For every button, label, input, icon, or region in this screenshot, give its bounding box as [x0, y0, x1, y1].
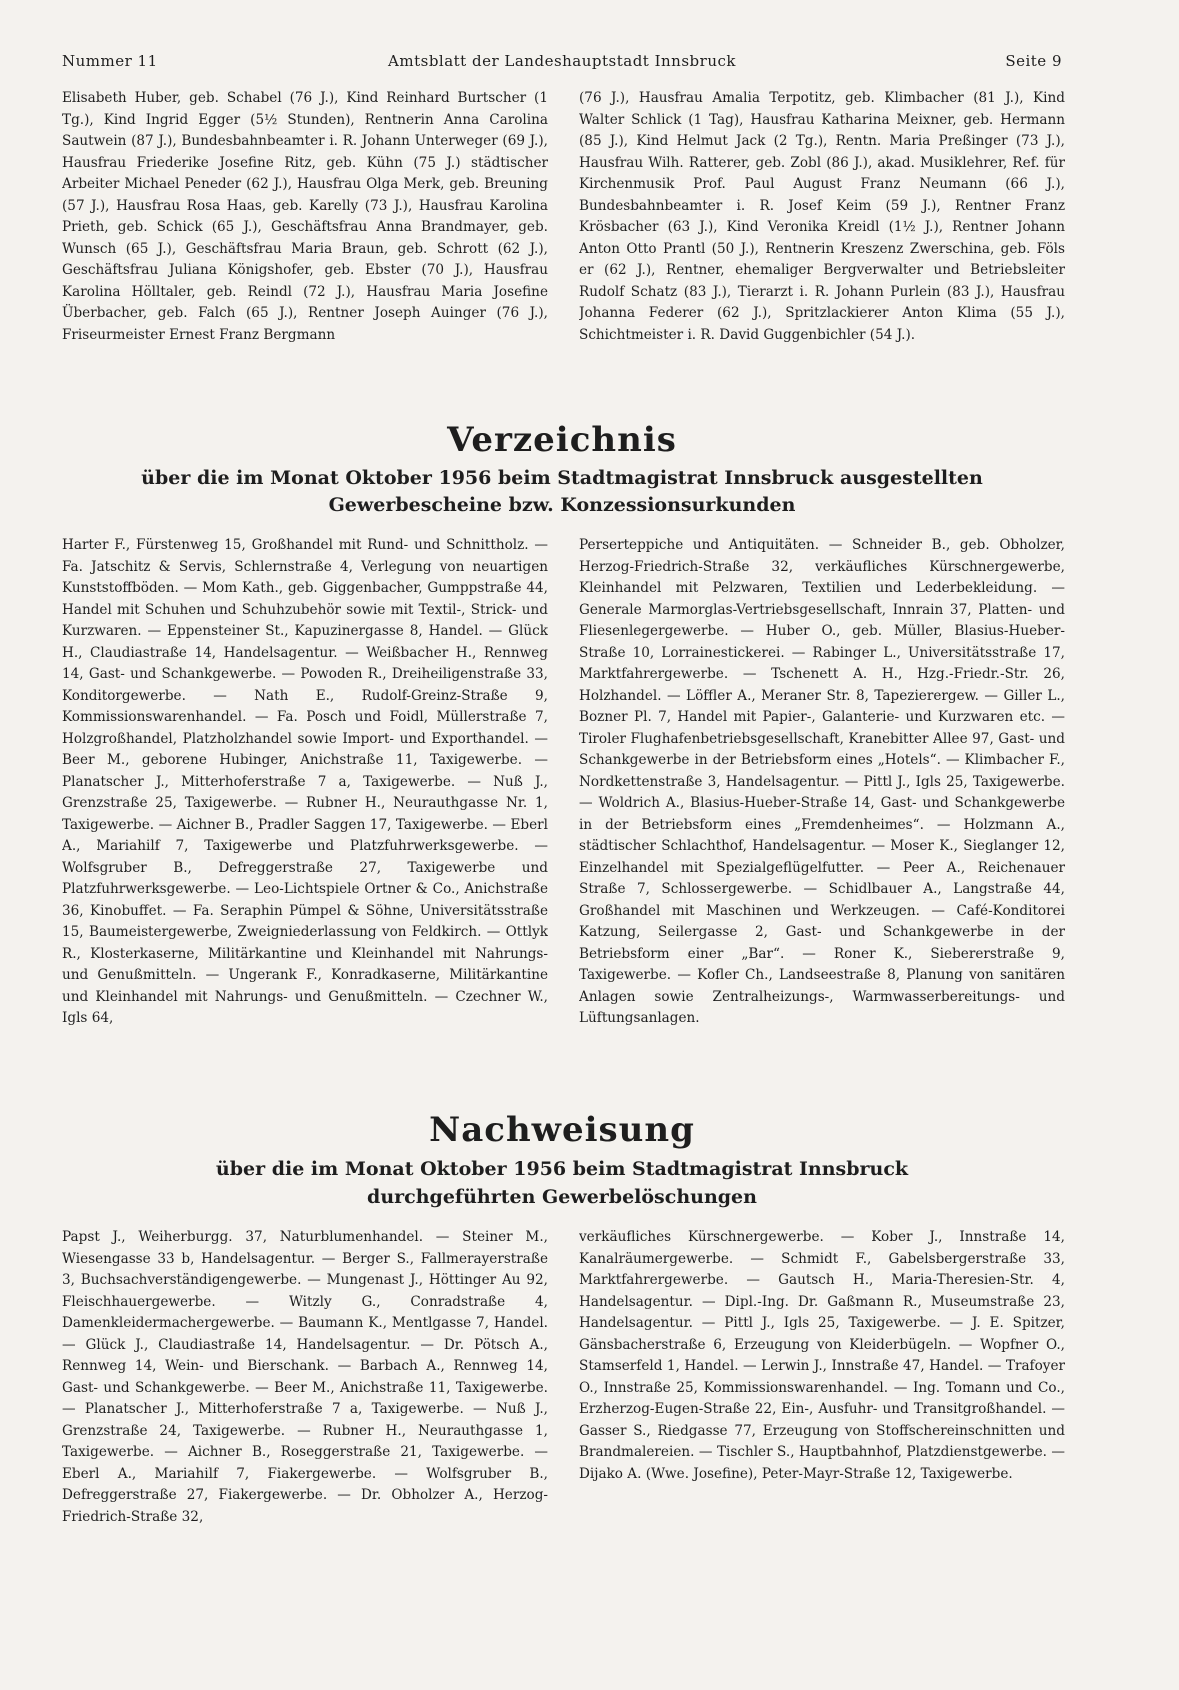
- issue-number: Nummer 11: [62, 52, 158, 70]
- section-title-nachweisung: Nachweisung: [429, 1110, 695, 1150]
- deaths-list-right-column: (76 J.), Hausfrau Amalia Terpotitz, geb. Klimbacher (81 J.), Kind Walter Schlick (1 Tag), Hausfrau Katharina Meixner, geb. Hermann (85 J.), Kind Helmut Jack (2 Tg.), Rentn. Maria Preßinger (73 J.), Hausfrau Wilh. Ratterer, geb. Zobl (86 J.), akad. Musiklehrer, Ref. für Kirchenmusik Prof. Paul August Franz Neumann (66 J.), Bundesbahnbeamter i. R. Josef Keim (59 J.), Rentner Franz Krösbacher (63 J.), Kind Veronika Kreidl (1½ J.), Rentner Johann Anton Otto Prantl (50 J.), Rentnerin Kreszenz Zwerschina, geb. Föls er (62 J.), Rentner, ehemaliger Bergverwalter und Betriebsleiter Rudolf Schatz (83 J.), Tierarzt i. R. Johann Purlein (83 J.), Hausfrau Johanna Federer (62 J.), Spritzlackierer Anton Klima (55 J.), Schichtmeister i. R. David Guggenbichler (54 J.).: [579, 90, 1065, 343]
- section-title-verzeichnis: Verzeichnis: [447, 420, 677, 460]
- deletions-right-column: verkäufliches Kürschnergewerbe. — Kober J., Innstraße 14, Kanalräumergewerbe. — Schmidt F., Gabelsbergerstraße 33, Marktfahrergewerbe. — Gautsch H., Maria-Theresien-Str. 4, Handelsagentur. — Dipl.-Ing. Dr. Gaßmann R., Museumstraße 23, Handelsagentur. — Pittl J., Igls 25, Taxigewerbe. — J. E. Spitzer, Gänsbacherstraße 6, Erzeugung von Kleiderbügeln. — Wopfner O., Stamserfeld 1, Handel. — Lerwin J., Innstraße 47, Handel. — Trafoyer O., Innstraße 25, Kommissionswarenhandel. — Ing. Tomann und Co., Erzherzog-Eugen-Straße 22, Ein-, Ausfuhr- und Transitgroßhandel. — Gasser S., Riedgasse 77, Erzeugung von Stoffschereinschnitten und Brandmalereien. — Tischler S., Hauptbahnhof, Platzdienstgewerbe. — Dijako A. (Wwe. Josefine), Peter-Mayr-Straße 12, Taxigewerbe.: [579, 1229, 1065, 1482]
- section2-subtitle-2: durchgeführten Gewerbelöschungen: [367, 1186, 757, 1208]
- section-subtitle-1: über die im Monat Oktober 1956 beim Stadtmagistrat Innsbruck ausgestellten: [141, 467, 983, 489]
- page-number: Seite 9: [1005, 52, 1062, 70]
- deletions-left-column: Papst J., Weiherburgg. 37, Naturblumenhandel. — Steiner M., Wiesengasse 33 b, Handelsagentur. — Berger S., Fallmerayerstraße 3, Buchsachverständigengewerbe. — Mungenast J., Höttinger Au 92, Fleischhauergewerbe. — Witzly G., Conradstraße 4, Damenkleidermachergewerbe. — Baumann K., Mentlgasse 7, Handel. — Glück J., Claudiastraße 14, Handelsagentur. — Dr. Pötsch A., Rennweg 14, Wein- und Bierschank. — Barbach A., Rennweg 14, Gast- und Schankgewerbe. — Beer M., Anichstraße 11, Taxigewerbe. — Planatscher J., Mitterhoferstraße 7 a, Taxigewerbe. — Nuß J., Grenzstraße 24, Taxigewerbe. — Rubner H., Neurauthgasse 1, Taxigewerbe. — Aichner B., Roseggerstraße 21, Taxigewerbe. — Eberl A., Mariahilf 7, Fiakergewerbe. — Wolfsgruber B., Defreggerstraße 27, Fiakergewerbe. — Dr. Obholzer A., Herzog-Friedrich-Straße 32,: [62, 1229, 548, 1525]
- deaths-list-left-column: Elisabeth Huber, geb. Schabel (76 J.), Kind Reinhard Burtscher (1 Tg.), Kind Ingrid Egger (5½ Stunden), Rentnerin Anna Carolina Sautwein (87 J.), Bundesbahnbeamter i. R. Johann Unterweger (69 J.), Hausfrau Friederike Josefine Ritz, geb. Kühn (75 J.) städtischer Arbeiter Michael Peneder (62 J.), Hausfrau Olga Merk, geb. Breuning (57 J.), Hausfrau Rosa Haas, geb. Karelly (73 J.), Hausfrau Karolina Prieth, geb. Schick (65 J.), Geschäftsfrau Anna Brandmayer, geb. Wunsch (65 J.), Geschäftsfrau Maria Braun, geb. Schrott (62 J.), Geschäftsfrau Juliana Königshofer, geb. Ebster (70 J.), Hausfrau Karolina Hölltaler, geb. Reindl (72 J.), Hausfrau Maria Josefine Überbacher, geb. Falch (65 J.), Rentner Joseph Auinger (76 J.), Friseurmeister Ernest Franz Bergmann: [62, 90, 548, 343]
- licenses-right-column: Perserteppiche und Antiquitäten. — Schneider B., geb. Obholzer, Herzog-Friedrich-Straße 32, verkäufliches Kürschnergewerbe, Kleinhandel mit Pelzwaren, Textilien und Lederbekleidung. — Generale Marmorglas-Vertriebsgesellschaft, Innrain 37, Platten- und Fliesenlegergewerbe. — Huber O., geb. Müller, Blasius-Hueber-Straße 10, Lorrainestickerei. — Rabinger L., Universitätsstraße 17, Marktfahrergewerbe. — Tschenett A. H., Hzg.-Friedr.-Str. 26, Holzhandel. — Löffler A., Meraner Str. 8, Tapezierergew. — Giller L., Bozner Pl. 7, Handel mit Papier-, Galanterie- und Kurzwaren etc. — Tiroler Flughafenbetriebsgesellschaft, Kranebitter Allee 97, Gast- und Schankgewerbe in der Betriebsform eines „Hotels“. — Klimbacher F., Nordkettenstraße 3, Handelsagentur. — Pittl J., Igls 25, Taxigewerbe. — Woldrich A., Blasius-Hueber-Straße 14, Gast- und Schankgewerbe in der Betriebsform eines „Fremdenheimes“. — Holzmann A., städtischer Schlachthof, Handelsagentur. — Moser K., Sieglanger 12, Einzelhandel mit Spezialgeflügelfutter. — Peer A., Reichenauer Straße 7, Schlossergewerbe. — Schidlbauer A., Langstraße 44, Großhandel mit Maschinen und Werkzeugen. — Café-Konditorei Katzung, Seilergasse 2, Gast- und Schankgewerbe in der Betriebsform einer „Bar“. — Roner K., Siebererstraße 9, Taxigewerbe. — Kofler Ch., Landseestraße 8, Planung von sanitären Anlagen sowie Zentralheizungs-, Warmwasserbereitungs- und Lüftungsanlagen.: [579, 537, 1065, 1026]
- section-subtitle-2: Gewerbescheine bzw. Konzessionsurkunden: [328, 494, 796, 516]
- section2-subtitle-1: über die im Monat Oktober 1956 beim Stadtmagistrat Innsbruck: [215, 1158, 909, 1180]
- licenses-left-column: Harter F., Fürstenweg 15, Großhandel mit Rund- und Schnittholz. — Fa. Jatschitz & Servis, Schlernstraße 4, Verlegung von neuartigen Kunststoffböden. — Mom Kath., geb. Giggenbacher, Gumppstraße 44, Handel mit Schuhen und Schuhzubehör sowie mit Textil-, Strick- und Kurzwaren. — Eppensteiner St., Kapuzinergasse 8, Handel. — Glück H., Claudiastraße 14, Handelsagentur. — Weißbacher H., Rennweg 14, Gast- und Schankgewerbe. — Powoden R., Dreiheiligenstraße 33, Konditorgewerbe. — Nath E., Rudolf-Greinz-Straße 9, Kommissionswarenhandel. — Fa. Posch und Foidl, Müllerstraße 7, Holzgroßhandel, Platzholzhandel sowie Import- und Exporthandel. — Beer M., geborene Hubinger, Anichstraße 11, Taxigewerbe. — Planatscher J., Mitterhoferstraße 7 a, Taxigewerbe. — Nuß J., Grenzstraße 25, Taxigewerbe. — Rubner H., Neurauthgasse Nr. 1, Taxigewerbe. — Aichner B., Pradler Saggen 17, Taxigewerbe. — Eberl A., Mariahilf 7, Taxigewerbe und Platzfuhrwerksgewerbe. — Wolfsgruber B., Defreggerstraße 27, Taxigewerbe und Platzfuhrwerksgewerbe. — Leo-Lichtspiele Ortner & Co., Anichstraße 36, Kinobuffet. — Fa. Seraphin Pümpel & Söhne, Universitätsstraße 15, Baumeistergewerbe, Zweigniederlassung von Feldkirch. — Ottlyk R., Klosterkaserne, Militärkantine und Kleinhandel mit Nahrungs- und Genußmitteln. — Ungerank F., Konradkaserne, Militärkantine und Kleinhandel mit Nahrungs- und Genußmitteln. — Czechner W., Igls 64,: [62, 537, 548, 1026]
- publication-title: Amtsblatt der Landeshauptstadt Innsbruck: [388, 52, 736, 70]
